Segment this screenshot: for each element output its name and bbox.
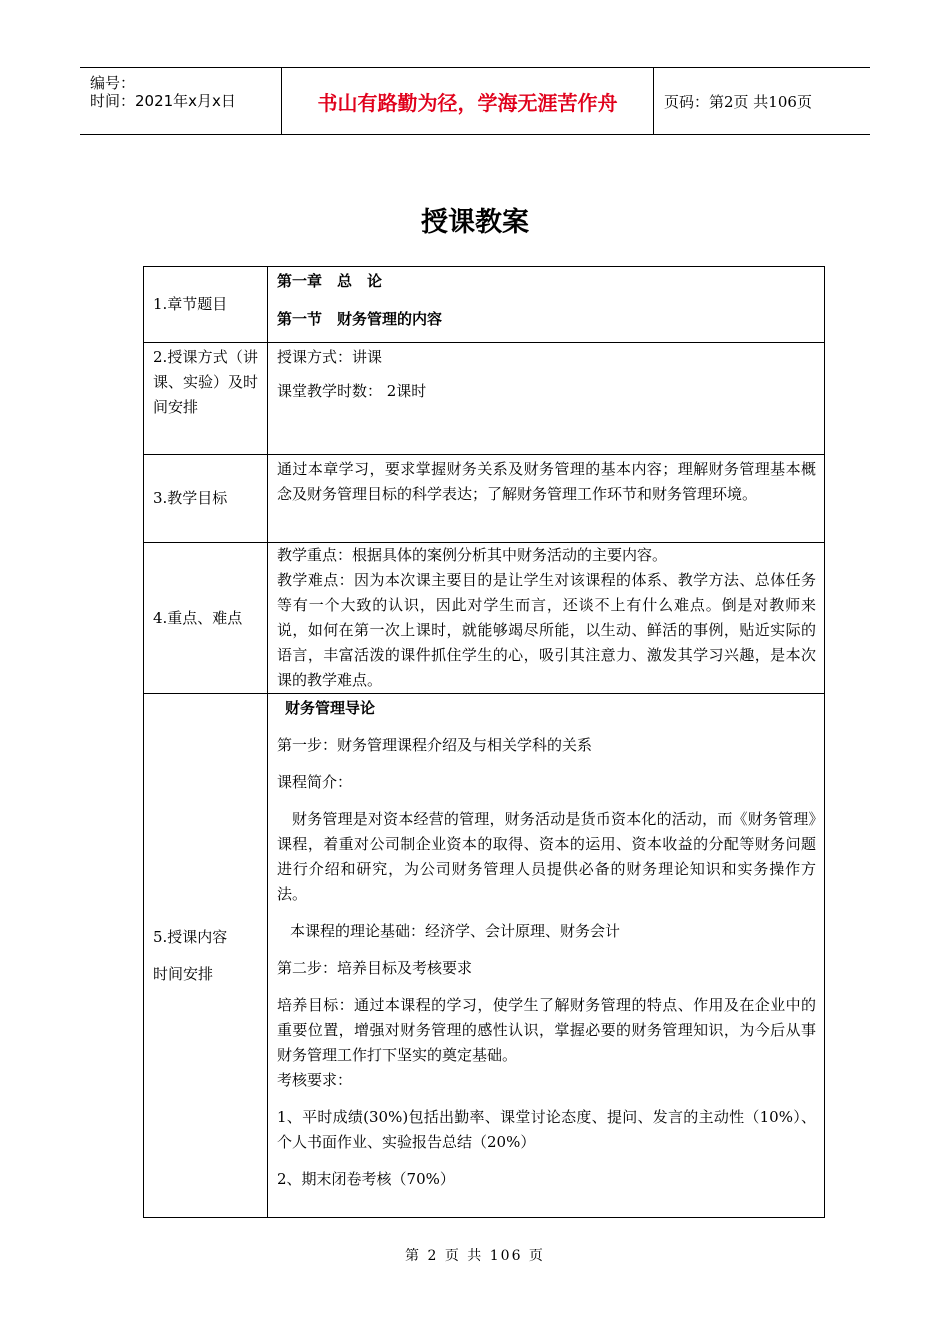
- time-label: 时间：2021年x月x日: [90, 92, 236, 110]
- serial-label: 编号：: [90, 74, 136, 92]
- assess-item-2: 2、期末闭卷考核（70%）: [277, 1170, 455, 1188]
- table-row: [144, 267, 825, 343]
- header-meta: [80, 68, 282, 134]
- page-footer: 第 2 页 共 106 页: [405, 1248, 545, 1264]
- theory-text: 本课程的理论基础：经济学、会计原理、财务会计: [290, 922, 621, 940]
- objective-text: 通过本章学习，要求掌握财务关系及财务管理的基本内容；理解财务管理基本概念及财务管理目标的科学表达；了解财务管理工作环节和财务管理环境。: [277, 460, 816, 503]
- row-label-cell: [144, 267, 268, 343]
- header-motto: 书山有路勤为径，学海无涯苦作舟: [282, 68, 654, 134]
- section-title: 第一节 财务管理的内容: [277, 310, 443, 328]
- schedule-label: 时间安排: [153, 964, 214, 983]
- assess-label: 考核要求：: [277, 1071, 353, 1089]
- table-row: [144, 455, 825, 543]
- chapter-cell: [268, 267, 825, 343]
- row-label-cell: [144, 543, 268, 694]
- objective-cell: [268, 455, 825, 543]
- objective-label: 3.教学目标: [153, 489, 228, 507]
- content-cell: [268, 694, 825, 1218]
- page-header: [80, 67, 870, 135]
- hours-line: 课堂教学时数： 2课时: [277, 382, 427, 400]
- step2-text: 第二步：培养目标及考核要求: [277, 959, 473, 977]
- goal-text: 培养目标：通过本课程的学习，使学生了解财务管理的特点、作用及在企业中的重要位置，增强对财务管理的感性认识，掌握必要的财务管理知识，为今后从事财务管理工作打下坚实的奠定基础。: [277, 996, 816, 1064]
- difficulty-text: 教学难点：因为本次课主要目的是让学生对该课程的体系、教学方法、总体任务等有一个大致的认识，因此对学生而言，还谈不上有什么难点。倒是对教师来说，如何在第一次上课时，就能够竭尽所能，以生动、鲜活的事例，贴近实际的语言，丰富活泼的课件抓住学生的心，吸引其注意力、激发其学习兴趣，是本次课的教学难点。: [277, 571, 816, 689]
- table-row: [144, 543, 825, 694]
- intro-text: 财务管理是对资本经营的管理，财务活动是货币资本化的活动，而《财务管理》课程，着重对公司制企业资本的取得、资本的运用、资本收益的分配等财务问题进行介绍和研究，为公司财务管理人员提供必备的财务理论知识和实务操作方法。: [277, 810, 816, 903]
- chapter-label: 1.章节题目: [153, 295, 228, 313]
- lesson-plan-table: [143, 266, 825, 1218]
- row-label-cell: [144, 343, 268, 455]
- table-row: [144, 694, 825, 1218]
- content-label: 5.授课内容: [153, 927, 228, 946]
- keypoint-label: 4.重点、难点: [153, 608, 243, 627]
- step1-text: 第一步：财务管理课程介绍及与相关学科的关系: [277, 736, 593, 754]
- content-heading: 财务管理导论: [285, 699, 376, 717]
- method-line: 授课方式：讲课: [277, 348, 383, 366]
- row-label-cell: [144, 694, 268, 1218]
- table-row: [144, 343, 825, 455]
- method-cell: [268, 343, 825, 455]
- row-label-cell: [144, 455, 268, 543]
- method-label: 2.授课方式（讲课、实验）及时间安排: [153, 348, 259, 416]
- key-point-text: 教学重点：根据具体的案例分析其中财务活动的主要内容。: [277, 546, 668, 564]
- intro-label: 课程简介：: [277, 773, 353, 791]
- keypoint-cell: [268, 543, 825, 694]
- document-title: 授课教案: [421, 207, 529, 238]
- assess-item-1: 1、平时成绩(30%)包括出勤率、课堂讨论态度、提问、发言的主动性（10%）、个人书面作业、实验报告总结（20%）: [277, 1108, 816, 1151]
- header-page-info: 页码：第2页 共106页: [664, 92, 812, 111]
- chapter-title: 第一章 总 论: [277, 272, 383, 290]
